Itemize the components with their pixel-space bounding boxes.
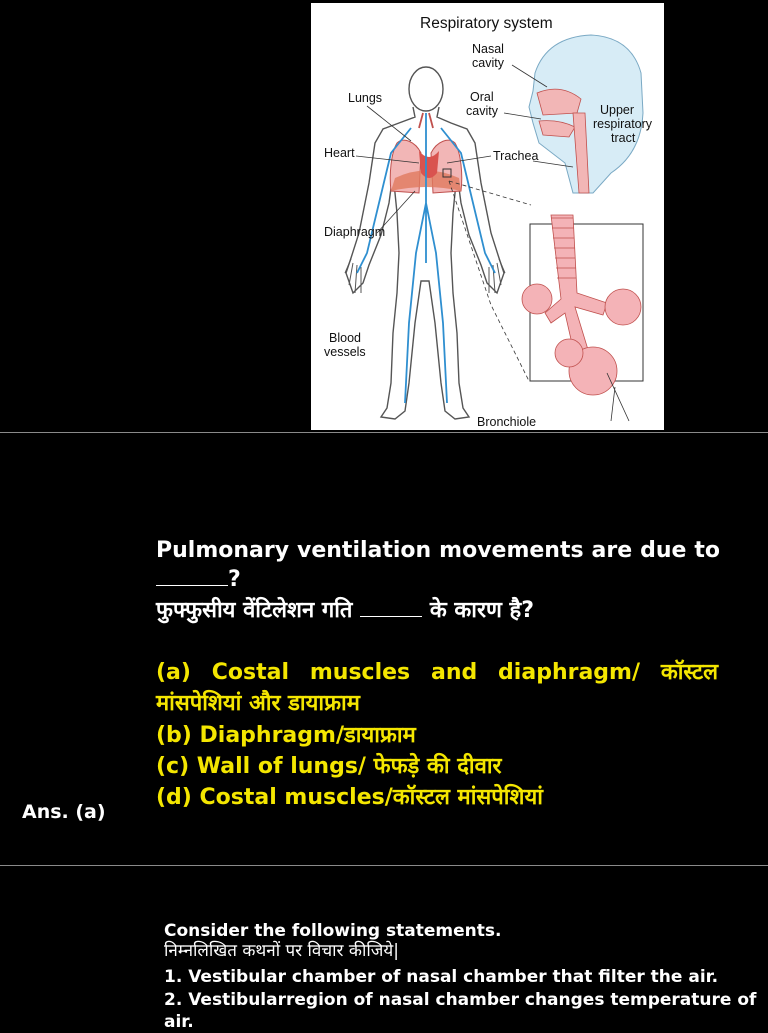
question-english-blank xyxy=(156,565,720,595)
statement-2: 2. Vestibularregion of nasal chamber changes temperature of xyxy=(164,990,757,1010)
label-diaphragm: Diaphragm xyxy=(324,225,386,239)
question-english: Pulmonary ventilation movements are due to xyxy=(156,538,720,563)
question-hindi-tail: के कारण है? xyxy=(429,598,534,623)
question-mark: ? xyxy=(228,567,241,592)
label-oral-cavity-1: Oral xyxy=(470,90,494,104)
label-upper-tract-1: Upper xyxy=(600,103,635,117)
label-upper-tract-3: tract xyxy=(611,131,636,145)
label-blood-vessels-2: vessels xyxy=(324,345,366,359)
label-heart: Heart xyxy=(324,146,355,160)
question-hindi xyxy=(156,596,720,626)
next-question-intro-hindi: निम्नलिखित कथनों पर विचार कीजिये| xyxy=(164,941,399,961)
statement-1: 1. Vestibular chamber of nasal chamber that filter the air. xyxy=(164,967,719,987)
label-nasal-cavity-2: cavity xyxy=(472,56,504,70)
label-lungs: Lungs xyxy=(348,91,383,105)
bronchiole-inset xyxy=(522,215,643,395)
option-d: (d) Costal muscles/कॉस्टल मांसपेशियां xyxy=(156,785,543,810)
label-trachea: Trachea xyxy=(493,149,539,163)
label-nasal-cavity-1: Nasal xyxy=(472,42,504,56)
question-hindi-text: फुफ्फुसीय वेंटिलेशन गति xyxy=(156,598,353,623)
next-question-intro: Consider the following statements. xyxy=(164,921,502,941)
option-b: (b) Diaphragm/डायाफ्राम xyxy=(156,723,416,748)
heart-illustration xyxy=(419,151,439,178)
slide-divider xyxy=(0,432,768,433)
statement-2-continued: air. xyxy=(164,1012,194,1032)
diagram-title: Respiratory system xyxy=(420,15,553,32)
option-a: (a) Costal muscles and diaphragm/ कॉस्टल xyxy=(156,660,718,685)
blood-vessels-illustration xyxy=(357,113,495,403)
label-blood-vessels-1: Blood xyxy=(329,331,361,345)
respiratory-system-diagram xyxy=(311,3,664,430)
answer-blank xyxy=(156,569,228,586)
slide-divider xyxy=(0,865,768,866)
option-a-continued: मांसपेशियां और डायाफ्राम xyxy=(156,691,360,716)
answer-blank-hindi xyxy=(360,600,422,617)
label-bronchiole: Bronchiole xyxy=(477,415,537,429)
option-c: (c) Wall of lungs/ फेफड़े की दीवार xyxy=(156,754,502,779)
answer-label: Ans. (a) xyxy=(22,801,106,823)
label-oral-cavity-2: cavity xyxy=(466,104,498,118)
label-upper-tract-2: respiratory xyxy=(593,117,653,131)
